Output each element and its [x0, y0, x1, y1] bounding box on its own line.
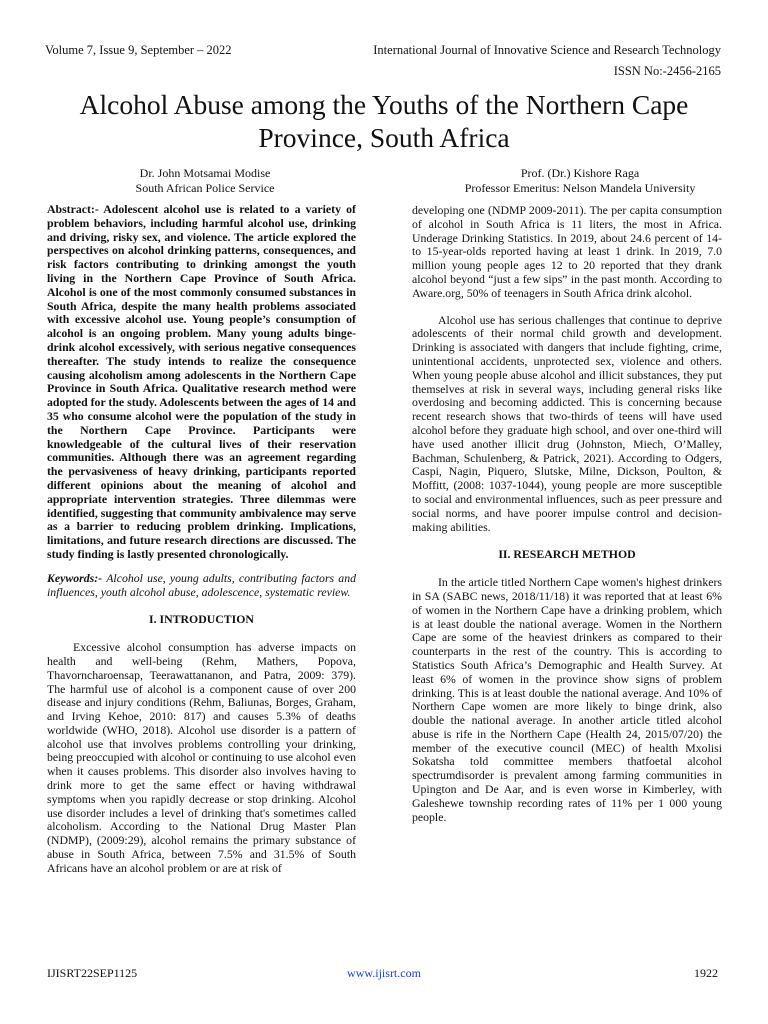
keywords-text: Alcohol use, young adults, contributing factors and influences, youth alcohol abuse, adolescence, systematic review.	[47, 570, 356, 599]
intro-paragraph-1: Excessive alcohol consumption has adverse impacts on health and well-being (Rehm, Mathers, Popova, Thavorncharoensap, Teerawattananon, and Patra, 2009: 379). The harmful use of alcohol is a component cause of over 200 disease and injury conditions (Rehm, Baliunas, Borges, Graham, and Irving Kehoe, 2010: 817) and causes 5.3% of deaths worldwide (WHO, 2018). Alcohol use disorder is a pattern of alcohol use that involves problems controlling your drinking, being preoccupied with alcohol or continuing to use alcohol even when it causes problems. This disorder also involves having to drink more to get the same effect or having withdrawal symptoms when you rapidly decrease or stop drinking. Alcohol use disorder includes a level of drinking that's sometimes called alcoholism. According to the National Drug Master Plan (NDMP), (2009:29), alcohol remains the primary substance of abuse in South Africa, between 7.5% and 31.5% of South Africans have an alcohol problem or are at risk of	[47, 640, 356, 875]
footer-paper-code: IJISRT22SEP1125	[47, 966, 138, 980]
keywords-label: Keywords:-	[47, 570, 103, 585]
paper-title: Alcohol Abuse among the Youths of the Northern Cape Province, South Africa	[79, 89, 689, 153]
header-journal: International Journal of Innovative Science and Research Technology	[373, 43, 721, 57]
intro-paragraph-2: Alcohol use has serious challenges that continue to deprive adolescents of their normal child growth and development. Drinking is associated with dangers that include fighting, crime, unintentional accidents, unprotected sex, violence and others. When young people abuse alcohol and illicit substances, they put themselves at risk in several ways, including general risks like overdosing and becoming addicted. This is concerning because recent research shows that two-thirds of teens will have used alcohol before they graduate high school, and over one-third will have used another illicit drug (Johnston, Miech, O’Malley, Bachman, Schulenberg, & Patrick, 2021). According to Odgers, Caspi, Nagin, Piquero, Slutske, Milne, Dickson, Poulton, & Moffitt, (2008: 1037-1044), young people are more susceptible to social and environmental influences, such as peer pressure and social norms, and have poorer impulse control and decision-making abilities.	[412, 312, 722, 534]
footer-page-number: 1922	[694, 966, 718, 980]
section-heading-introduction: I. INTRODUCTION	[149, 612, 254, 627]
method-paragraph-1: In the article titled Northern Cape women's highest drinkers in SA (SABC news, 2018/11/18) it was reported that at least 6% of women in the Northern Cape have a drinking problem, which is at least double the national average. Women in the Northern Cape are some of the heaviest drinkers as compared to their counterparts in the rest of the country. This is according to Statistics South Africa’s Demographic and Health Survey. At least 6% of women in the province show signs of problem drinking. This is at least double the national average. And 10% of Northern Cape women are more likely to binge drink, also double the national average. In another article titled alcohol abuse is rife in the Northern Cape (Health 24, 2015/07/20) the member of the executive council (MEC) of health Mxolisi Sokatsha told committee members thatfoetal alcohol spectrumdisorder is prevalent among farming communities in Upington and De Aar, and is even worse in Kimberley, with Galeshewe township recording rates of 11% per 1 000 young people.	[412, 575, 722, 824]
section-heading-research-method: II. RESEARCH METHOD	[498, 547, 636, 562]
left-column	[47, 203, 356, 876]
author-affiliation: South African Police Service	[135, 180, 275, 195]
author-affiliation: Professor Emeritus: Nelson Mandela University	[464, 180, 696, 195]
footer-url-link[interactable]: www.ijisrt.com	[347, 966, 421, 980]
right-column	[412, 204, 722, 824]
author-name: Dr. John Motsamai Modise	[139, 166, 271, 180]
keywords	[47, 572, 356, 600]
author-block-2	[430, 166, 730, 195]
author-block-1	[100, 166, 310, 195]
abstract: Abstract:- Adolescent alcohol use is related to a variety of problem behaviors, including harmful alcohol use, drinking and driving, risky sex, and violence. The article explored the perspectives on alcohol drinking patterns, consequences, and risk factors contributing to drinking amongst the youth living in the Northern Cape Province of South Africa. Alcohol is one of the most commonly consumed substances in South Africa, despite the many health problems associated with excessive alcohol use. Young people’s consumption of alcohol is an ongoing problem. Many young adults binge-drink alcohol excessively, with serious negative consequences thereafter. The study intends to realize the consequence causing alcoholism among adolescents in the Northern Cape Province in South Africa. Qualitative research method were adopted for the study. Adolescents between the ages of 14 and 35 who consume alcohol were the population of the study in the Northern Cape Province. Participants were knowledgeable of the cultural lives of their reservation communities. Although there was an agreement regarding the pervasiveness of heavy drinking, participants reported different opinions about the meaning of alcohol and appropriate intervention strategies. Three dilemmas were identified, suggesting that community ambivalence may serve as a barrier to reducing problem drinking. Implications, limitations, and future research directions are discussed. The study finding is lastly presented chronologically.	[47, 202, 356, 561]
author-name: Prof. (Dr.) Kishore Raga	[520, 166, 640, 180]
header-issn: ISSN No:-2456-2165	[613, 64, 721, 78]
header-volume: Volume 7, Issue 9, September – 2022	[45, 43, 232, 57]
intro-paragraph-1-continued: developing one (NDMP 2009-2011). The per capita consumption of alcohol in South Africa is 11 liters, the most in Africa. Underage Drinking Statistics. In 2019, about 24.6 percent of 14- to 15-year-olds reported having at least 1 drink. In 2019, 7.0 million young people ages 12 to 20 reported that they drank alcohol beyond “just a few sips” in the past month. According to Aware.org, 50% of teenagers in South Africa drink alcohol.	[412, 203, 722, 300]
